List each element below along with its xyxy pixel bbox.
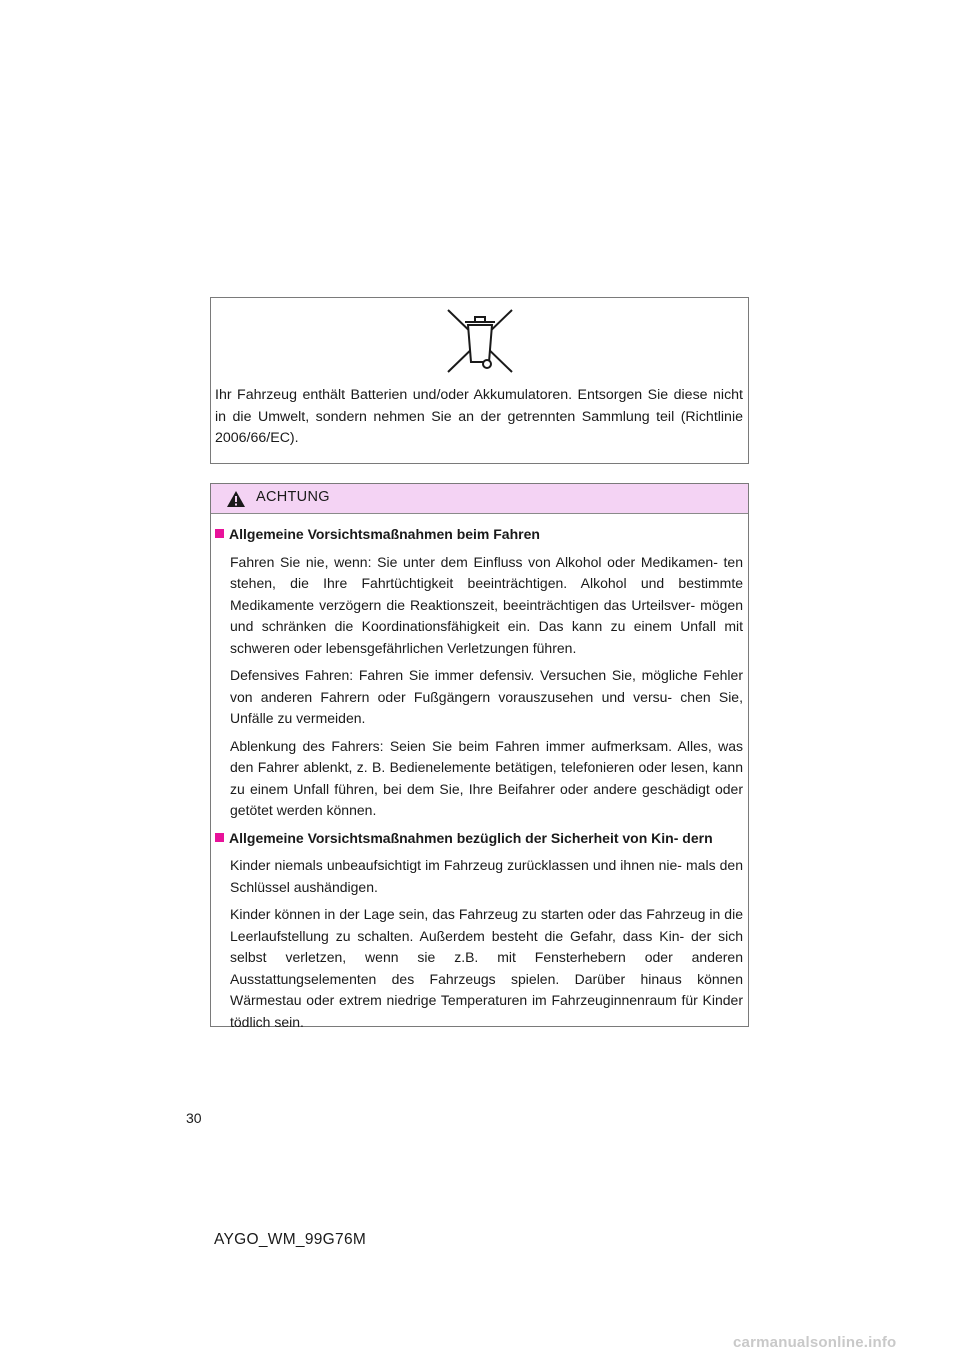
paragraph-children-dangers: Kinder können in der Lage sein, das Fahrzeug zu starten oder das Fahrzeug in die Leerlaufstellung zu schalten. Außerdem besteht die Gefahr, dass Kin- der sich selbst verletzen, wenn sie z.B. mit Fensterhebern oder anderen Ausstattungselementen des Fahrzeugs spielen. Darüber hinaus können Wärmestau oder extrem niedrige Temperaturen im Fahrzeuginnenraum für Kinder tödlich sein.: [230, 906, 743, 1030]
paragraph-no-driving-impaired: Fahren Sie nie, wenn: Sie unter dem Einfluss von Alkohol oder Medikamen- ten stehen, die Ihre Fahrtüchtigkeit beeinträchtigen. Alkohol und bestimmte Medikamente verzögern die Reaktionszeit, beeinträchtigen das Urteilsver- mögen und schränken die Koordinationsfähigkeit ein. Das kann zu einem Unfall mit schweren oder lebensgefährlichen Verletzungen führen.: [230, 553, 743, 656]
square-bullet-icon: [215, 833, 224, 842]
battery-disposal-text: Ihr Fahrzeug enthält Batterien und/oder Akkumulatoren. Entsorgen Sie diese nicht in die Umwelt, sondern nehmen Sie an der getrennten Sammlung teil (Richtlinie 2006/66/EC).: [215, 387, 743, 446]
paragraph-driver-distraction: Ablenkung des Fahrers: Seien Sie beim Fahren immer aufmerksam. Alles, was den Fahrer ablenkt, z. B. Bedienelemente betätigen, telefonieren oder lesen, kann zu einem Unfall führen, bei dem Sie, Ihre Beifahrer oder andere geschädigt oder getötet werden können.: [230, 737, 743, 818]
section-heading-text: Allgemeine Vorsichtsmaßnahmen bezüglich der Sicherheit von Kin- dern: [229, 829, 713, 846]
square-bullet-icon: [215, 529, 224, 538]
watermark-url: carmanualsonline.info: [733, 1334, 897, 1351]
warning-triangle-icon: [226, 490, 246, 508]
page-number: 30: [186, 1110, 202, 1126]
section-heading-text: Allgemeine Vorsichtsmaßnahmen beim Fahren: [229, 526, 540, 542]
paragraph-children-unattended: Kinder niemals unbeaufsichtigt im Fahrzeug zurücklassen und ihnen nie- mals den Schlüssel aushändigen.: [230, 857, 743, 895]
crossed-out-wheelie-bin-icon: [445, 307, 515, 375]
warning-title: ACHTUNG: [256, 489, 330, 505]
paragraph-defensive-driving: Defensives Fahren: Fahren Sie immer defensiv. Versuchen Sie, mögliche Fehler von anderen Fahrern oder Fußgängern vorauszusehen und versu- chen Sie, Unfälle zu vermeiden.: [230, 667, 743, 726]
section-heading-driving: [215, 524, 743, 546]
section-heading-child-safety: [215, 828, 743, 850]
warning-body: [215, 524, 743, 1039]
model-code: AYGO_WM_99G76M: [214, 1231, 367, 1248]
